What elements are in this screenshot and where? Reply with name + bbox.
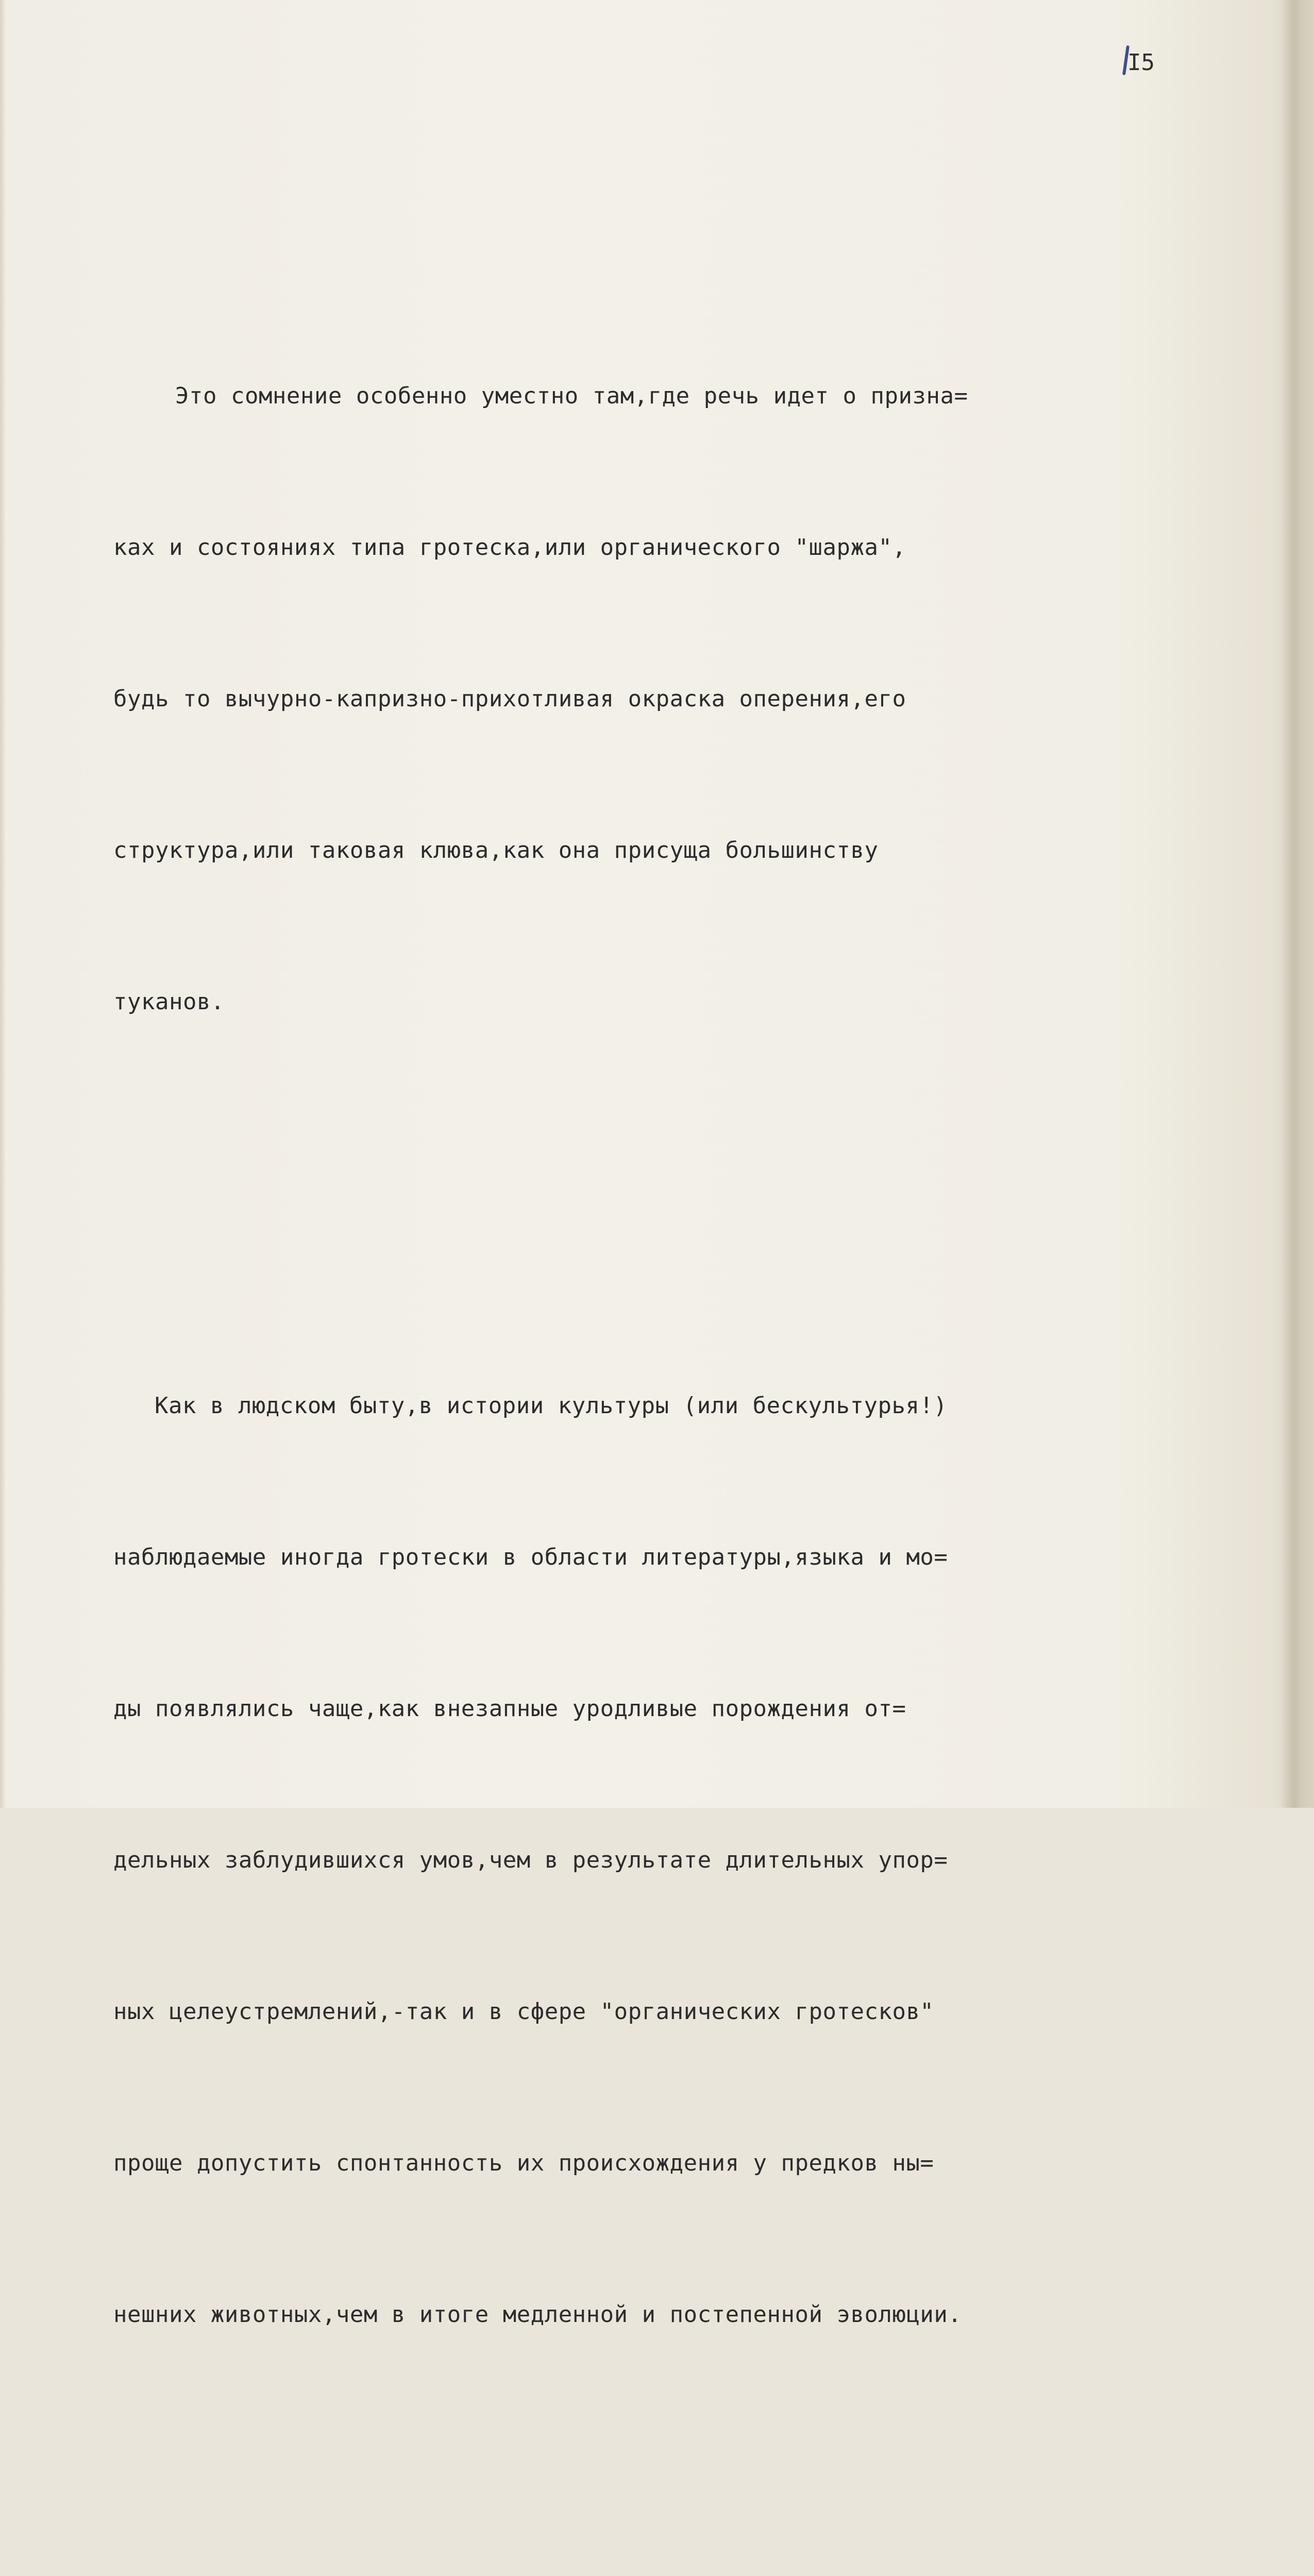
text-line: будь то вычурно-капризно-прихотливая окраска оперения,его (113, 686, 906, 712)
text-line: дельных заблудившихся умов,чем в результате длительных упор= (113, 1847, 948, 1873)
page-fold-shadow (1281, 0, 1314, 1808)
page-edge-shadow (0, 0, 6, 1808)
text-line: ных целеустремлений,-так и в сфере "органических гротесков" (113, 1998, 934, 2025)
text-line: наблюдаемые иногда гротески в области литературы,языка и мо= (113, 1544, 948, 1570)
text-line: туканов. (113, 989, 225, 1015)
text-line: ках и состояниях типа гротеска,или органического "шаржа", (113, 534, 906, 561)
text-line: проще допустить спонтанность их происхождения у предков ны= (113, 2150, 934, 2176)
paragraph-2 (113, 1280, 1237, 2441)
text-line: структура,или таковая клюва,как она присуща большинству (113, 837, 879, 863)
typed-text-body (113, 118, 1237, 2576)
page-number-text: I5 (1127, 49, 1155, 76)
text-line: Как в людском быту,в истории культуры (или бескультурья!) (155, 1393, 948, 1419)
paragraph-1 (113, 270, 1237, 1128)
page-number (1127, 49, 1155, 76)
text-line: нешних животных,чем в итоге медленной и постепенной эволюции. (113, 2301, 962, 2328)
text-line: ды появлялись чаще,как внезапные уродливые порождения от= (113, 1696, 906, 1722)
text-line: Это сомнение особенно уместно там,где речь идет о призна= (175, 383, 968, 409)
